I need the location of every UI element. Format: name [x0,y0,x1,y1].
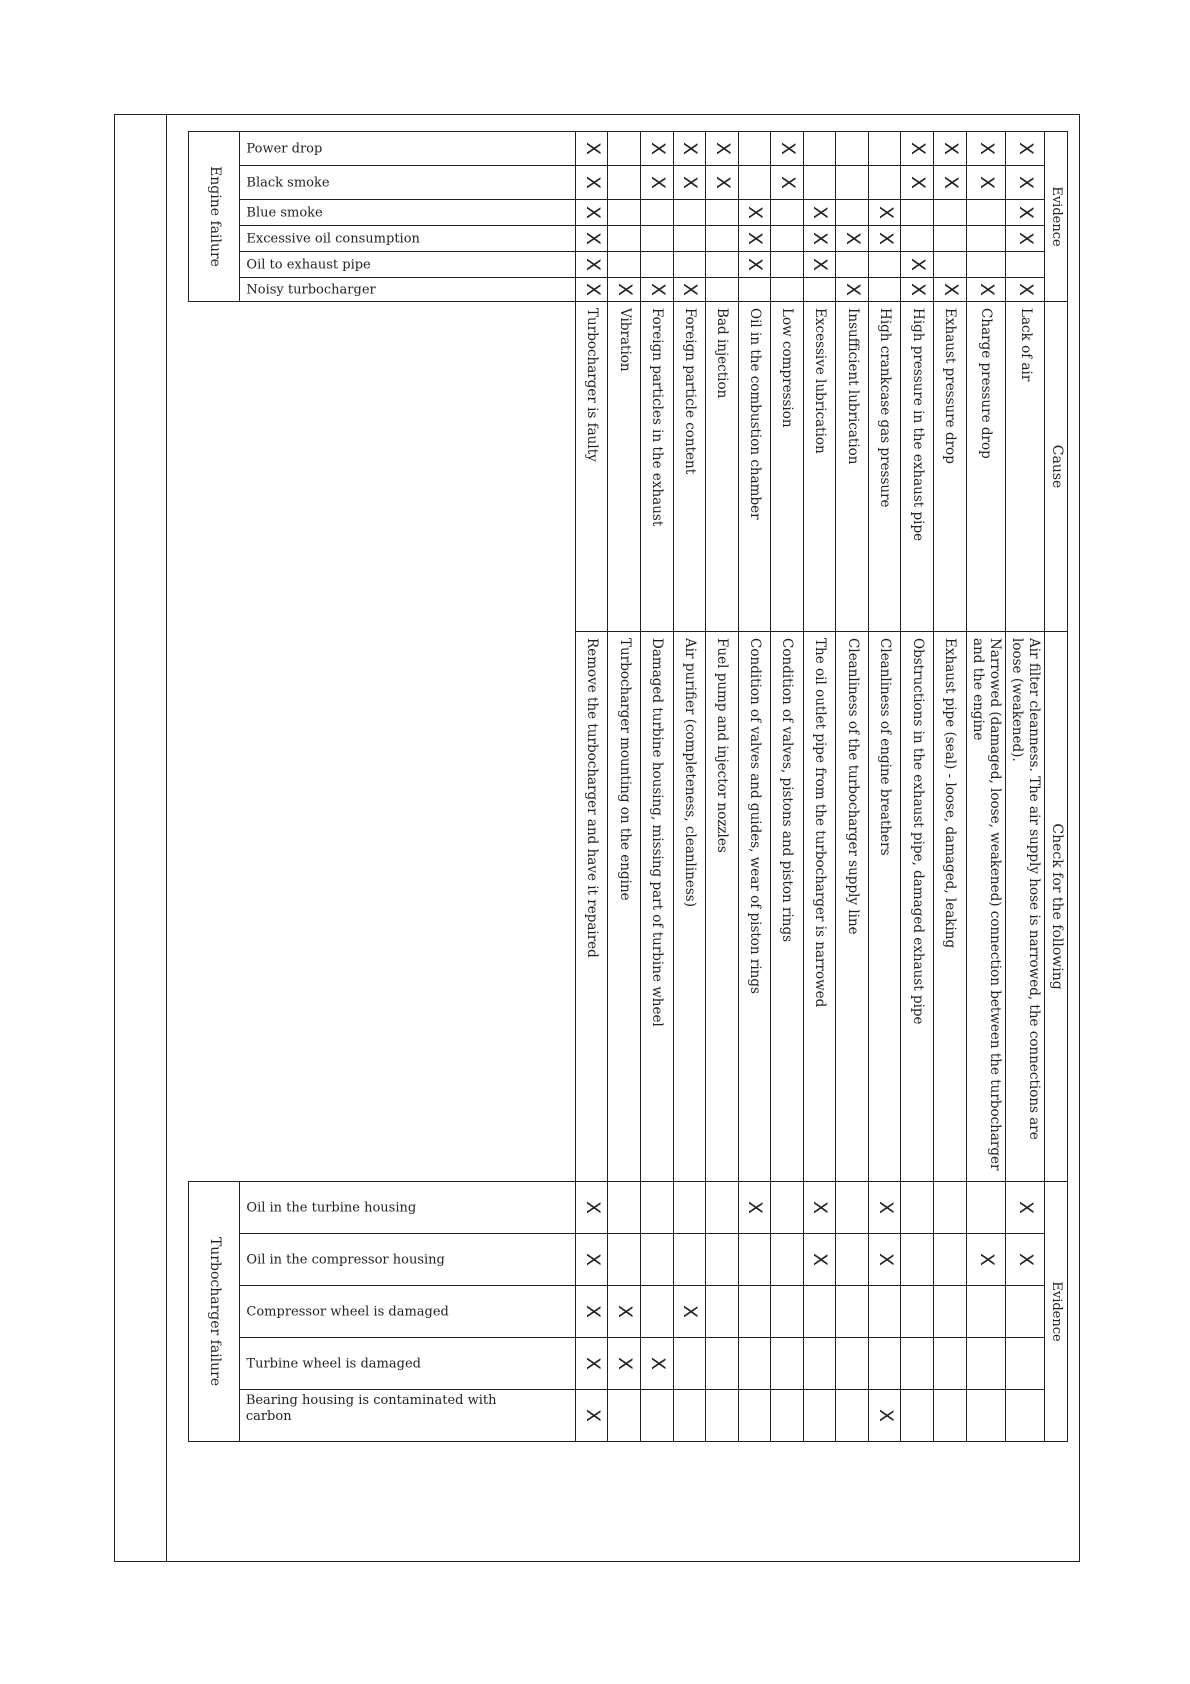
turbo-column-label: Turbine wheel is damaged [240,1338,576,1390]
engine-mark-cell: X [934,132,967,166]
turbo-mark-cell: X [673,1286,706,1338]
engine-mark-cell: X [966,278,1005,302]
turbo-mark-cell [608,1390,641,1442]
turbo-mark-cell [966,1390,1005,1442]
engine-mark-cell: X [868,226,901,252]
engine-failure-label: Engine failure [189,132,240,302]
turbo-mark-cell: X [966,1234,1005,1286]
cause-cell: Insufficient lubrication [836,302,869,632]
table-row [608,132,641,1502]
engine-mark-cell [934,252,967,278]
engine-mark-cell [738,278,771,302]
engine-mark-cell [673,252,706,278]
cause-cell: High crankcase gas pressure [868,302,901,632]
check-cell: Narrowed (damaged, loose, weakened) connection between the turbocharger and the engine [966,632,1005,1182]
engine-mark-cell [1006,252,1045,278]
table-row [868,132,901,1502]
engine-mark-cell: X [934,166,967,200]
table-row [641,132,674,1502]
turbo-mark-cell [738,1390,771,1442]
turbo-column-label: Oil in the compressor housing [240,1234,576,1286]
turbo-mark-cell [836,1390,869,1442]
cause-header: Cause [1045,302,1068,632]
turbo-mark-cell [966,1182,1005,1234]
engine-mark-cell: X [771,132,804,166]
table-row [771,132,804,1502]
engine-mark-cell: X [608,278,641,302]
engine-column-label: Excessive oil consumption [240,226,576,252]
engine-mark-cell [836,132,869,166]
turbo-mark-cell [673,1182,706,1234]
engine-mark-cell [706,226,739,252]
turbo-mark-cell: X [575,1286,608,1338]
engine-column-label: Black smoke [240,166,576,200]
turbo-mark-cell: X [575,1338,608,1390]
turbo-mark-cell: X [868,1234,901,1286]
turbo-mark-cell [706,1286,739,1338]
engine-mark-cell [641,226,674,252]
turbo-mark-cell [836,1182,869,1234]
engine-mark-cell [966,226,1005,252]
engine-mark-cell: X [575,132,608,166]
engine-mark-cell [771,252,804,278]
turbo-mark-cell [673,1234,706,1286]
engine-mark-cell [934,200,967,226]
turbo-mark-cell [608,1234,641,1286]
engine-mark-cell [803,278,836,302]
turbo-mark-cell [966,1338,1005,1390]
engine-mark-cell [803,166,836,200]
engine-mark-cell [673,200,706,226]
turbo-mark-cell [1006,1338,1045,1390]
engine-mark-cell [803,132,836,166]
turbo-mark-cell [771,1390,804,1442]
table-row [706,132,739,1502]
turbo-mark-cell [901,1182,934,1234]
turbo-mark-cell [1006,1390,1045,1442]
cause-cell: Oil in the combustion chamber [738,302,771,632]
table-row [934,132,967,1502]
turbo-mark-cell [641,1390,674,1442]
turbo-mark-cell [738,1338,771,1390]
engine-mark-cell [868,166,901,200]
engine-mark-cell [966,200,1005,226]
engine-mark-cell: X [575,226,608,252]
engine-mark-cell [738,132,771,166]
engine-mark-cell: X [836,278,869,302]
engine-mark-cell: X [706,166,739,200]
turbo-mark-cell [934,1286,967,1338]
engine-mark-cell: X [641,278,674,302]
cause-cell: High pressure in the exhaust pipe [901,302,934,632]
turbo-mark-cell [771,1286,804,1338]
engine-mark-cell: X [901,166,934,200]
turbo-mark-cell [966,1286,1005,1338]
header-row [1045,132,1068,1502]
engine-mark-cell: X [966,132,1005,166]
turbo-mark-cell [706,1234,739,1286]
turbo-mark-cell [934,1182,967,1234]
turbo-mark-cell: X [803,1182,836,1234]
table-row [803,132,836,1502]
turbo-column-label: Compressor wheel is damaged [240,1286,576,1338]
turbo-mark-cell [673,1338,706,1390]
turbo-column-label: Bearing housing is contaminated with carbon [240,1390,576,1442]
turbo-mark-cell: X [803,1234,836,1286]
table-row [966,132,1005,1502]
engine-mark-cell [966,252,1005,278]
turbo-mark-cell [803,1390,836,1442]
turbo-mark-cell [836,1286,869,1338]
turbo-mark-cell [706,1390,739,1442]
turbo-mark-cell [836,1234,869,1286]
check-cell: Fuel pump and injector nozzles [706,632,739,1182]
right-margin-cell [1045,1442,1068,1502]
engine-mark-cell: X [901,132,934,166]
turbo-mark-cell: X [868,1390,901,1442]
engine-mark-cell: X [673,278,706,302]
check-cell: The oil outlet pipe from the turbocharger is narrowed [803,632,836,1182]
engine-mark-cell [836,166,869,200]
evidence-left-header: Evidence [1045,132,1068,302]
turbo-mark-cell: X [1006,1234,1045,1286]
engine-mark-cell: X [1006,278,1045,302]
turbo-mark-cell: X [641,1338,674,1390]
turbo-mark-cell [901,1390,934,1442]
check-cell: Cleanliness of the turbocharger supply line [836,632,869,1182]
cause-cell: Bad injection [706,302,739,632]
turbo-mark-cell [901,1234,934,1286]
check-cell: Condition of valves and guides, wear of piston rings [738,632,771,1182]
turbo-mark-cell [738,1234,771,1286]
engine-column-label: Noisy turbocharger [240,278,576,302]
check-cell: Turbocharger mounting on the engine [608,632,641,1182]
cause-cell: Foreign particles in the exhaust [641,302,674,632]
turbo-mark-cell [934,1390,967,1442]
engine-mark-cell: X [803,252,836,278]
turbo-mark-cell [771,1234,804,1286]
engine-mark-cell [641,252,674,278]
turbo-mark-cell [836,1338,869,1390]
engine-mark-cell [641,200,674,226]
turbo-mark-cell [934,1234,967,1286]
check-cell: Cleanliness of engine breathers [868,632,901,1182]
engine-mark-cell [608,200,641,226]
engine-mark-cell [706,200,739,226]
turbocharger-failure-label: Turbocharger failure [189,1182,240,1442]
turbo-mark-cell [1006,1286,1045,1338]
engine-mark-cell [901,226,934,252]
turbo-mark-cell [641,1182,674,1234]
engine-mark-cell: X [641,132,674,166]
turbo-mark-cell: X [1006,1182,1045,1234]
turbo-mark-cell: X [608,1286,641,1338]
cause-cell: Foreign particle content [673,302,706,632]
table-row [901,132,934,1502]
turbo-column-label: Oil in the turbine housing [240,1182,576,1234]
engine-mark-cell [934,226,967,252]
cause-cell: Charge pressure drop [966,302,1005,632]
table-row [836,132,869,1502]
engine-mark-cell [706,252,739,278]
engine-mark-cell: X [673,166,706,200]
engine-mark-cell: X [966,166,1005,200]
turbo-mark-cell [608,1182,641,1234]
group-spacer [189,302,240,1182]
check-cell: Remove the turbocharger and have it repaired [575,632,608,1182]
engine-mark-cell: X [901,252,934,278]
table-row [575,132,608,1502]
engine-mark-cell: X [575,166,608,200]
turbo-mark-cell: X [575,1182,608,1234]
turbo-mark-cell [803,1286,836,1338]
cause-cell: Excessive lubrication [803,302,836,632]
label-spacer [240,302,576,1182]
engine-column-label: Oil to exhaust pipe [240,252,576,278]
check-cell: Damaged turbine housing, missing part of turbine wheel [641,632,674,1182]
engine-mark-cell: X [738,252,771,278]
check-header: Check for the following [1045,632,1068,1182]
turbo-mark-cell [738,1286,771,1338]
engine-mark-cell: X [1006,200,1045,226]
engine-mark-cell [868,278,901,302]
engine-mark-cell: X [641,166,674,200]
engine-mark-cell [608,226,641,252]
engine-mark-cell: X [803,226,836,252]
troubleshooting-table [188,131,1068,1502]
turbo-mark-cell [706,1338,739,1390]
cause-cell: Turbocharger is faulty [575,302,608,632]
turbo-mark-cell [901,1286,934,1338]
engine-mark-cell [608,252,641,278]
turbo-mark-cell [771,1182,804,1234]
engine-mark-cell: X [836,226,869,252]
engine-mark-cell [771,200,804,226]
engine-mark-cell: X [901,278,934,302]
check-cell: Air filter cleanness. The air supply hose is narrowed, the connections are loose (weakened). [1006,632,1045,1182]
turbo-mark-cell [706,1182,739,1234]
turbo-mark-cell [934,1338,967,1390]
engine-mark-cell [738,166,771,200]
table-row [738,132,771,1502]
turbo-mark-cell: X [738,1182,771,1234]
turbo-mark-cell [803,1338,836,1390]
engine-mark-cell [608,166,641,200]
engine-column-label: Blue smoke [240,200,576,226]
turbo-mark-cell [901,1338,934,1390]
engine-mark-cell [673,226,706,252]
turbo-mark-cell: X [608,1338,641,1390]
engine-mark-cell [608,132,641,166]
engine-mark-cell: X [738,226,771,252]
cause-cell: Exhaust pressure drop [934,302,967,632]
check-cell: Condition of valves, pistons and piston rings [771,632,804,1182]
engine-mark-cell: X [738,200,771,226]
engine-mark-cell: X [771,166,804,200]
engine-mark-cell [836,252,869,278]
turbo-mark-cell [641,1286,674,1338]
cause-cell: Lack of air [1006,302,1045,632]
engine-mark-cell: X [673,132,706,166]
cause-cell: Vibration [608,302,641,632]
turbo-mark-cell: X [575,1390,608,1442]
margin-rule [166,115,167,1561]
cause-cell: Low compression [771,302,804,632]
engine-mark-cell: X [575,252,608,278]
engine-mark-cell [771,226,804,252]
engine-mark-cell: X [1006,166,1045,200]
engine-mark-cell: X [1006,132,1045,166]
group-label-row [189,132,240,1502]
engine-mark-cell [868,252,901,278]
table-body [189,132,1046,1502]
turbo-mark-cell: X [868,1182,901,1234]
turbo-mark-cell [641,1234,674,1286]
engine-mark-cell [868,132,901,166]
engine-mark-cell [901,200,934,226]
engine-mark-cell [836,200,869,226]
turbo-mark-cell [868,1286,901,1338]
engine-mark-cell: X [934,278,967,302]
turbo-mark-cell: X [575,1234,608,1286]
evidence-right-header: Evidence [1045,1182,1068,1442]
column-label-row [240,132,576,1502]
turbo-mark-cell [673,1390,706,1442]
table-row [1006,132,1045,1502]
rotated-table-wrapper [188,131,1068,1501]
engine-mark-cell: X [575,200,608,226]
turbo-mark-cell [771,1338,804,1390]
engine-mark-cell: X [1006,226,1045,252]
engine-mark-cell [771,278,804,302]
engine-mark-cell [706,278,739,302]
engine-mark-cell: X [706,132,739,166]
engine-column-label: Power drop [240,132,576,166]
check-cell: Exhaust pipe (seal) - loose, damaged, leaking [934,632,967,1182]
engine-mark-cell: X [575,278,608,302]
check-cell: Obstructions in the exhaust pipe, damaged exhaust pipe [901,632,934,1182]
check-cell: Air purifier (completeness, cleanliness) [673,632,706,1182]
turbo-mark-cell [868,1338,901,1390]
engine-mark-cell: X [803,200,836,226]
table-row [673,132,706,1502]
engine-mark-cell: X [868,200,901,226]
